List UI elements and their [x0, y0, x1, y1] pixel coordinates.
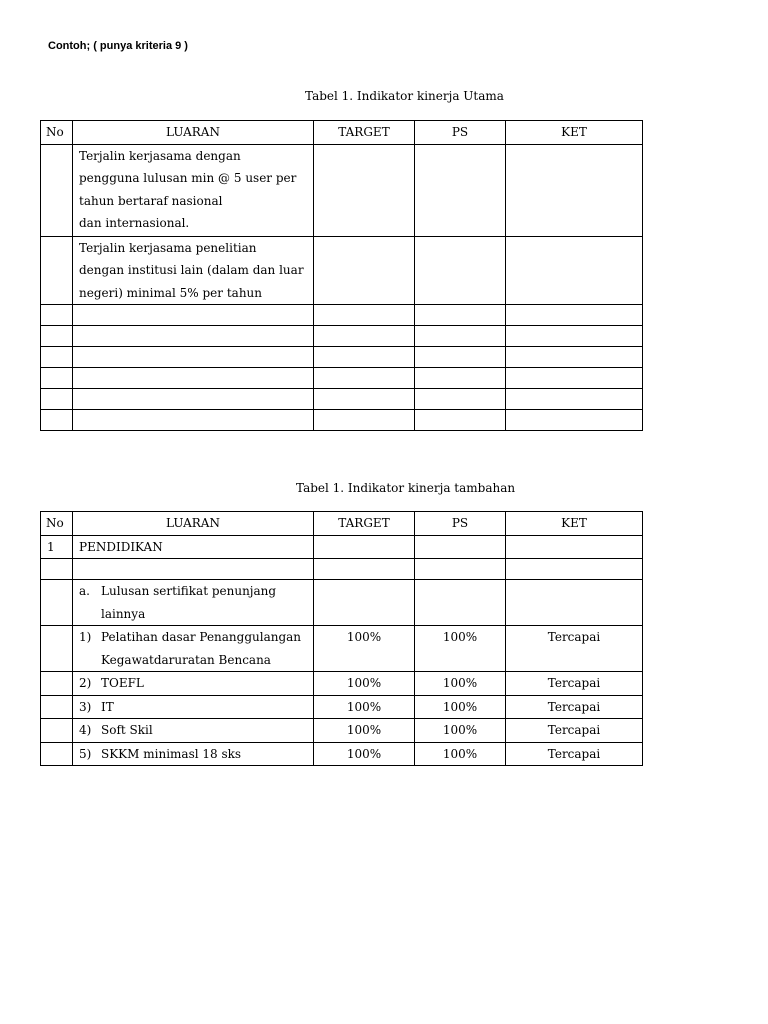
cell-target	[314, 580, 415, 626]
header-target: TARGET	[314, 512, 415, 536]
item-marker: 2)	[79, 676, 92, 690]
cell-target	[314, 144, 415, 236]
cell-ket: Tercapai	[506, 742, 643, 766]
cell-ket: Tercapai	[506, 719, 643, 743]
header-no: No	[41, 121, 73, 145]
empty-row	[41, 305, 643, 326]
item-line	[79, 672, 307, 695]
cell-luaran	[73, 144, 314, 236]
cell-no	[41, 672, 73, 696]
cell-ps	[415, 144, 506, 236]
table2-caption: Tabel 1. Indikator kinerja tambahan	[296, 481, 516, 495]
table-row	[41, 580, 643, 626]
empty-row	[41, 326, 643, 347]
cell-ps	[415, 535, 506, 559]
item-text: Lulusan sertifikat penunjang	[101, 584, 277, 598]
cell-luaran	[73, 410, 314, 431]
item-line	[79, 743, 307, 766]
cell-ket	[506, 410, 643, 431]
table-row	[41, 626, 643, 672]
cell-no	[41, 410, 73, 431]
cell-no	[41, 580, 73, 626]
cell-no	[41, 559, 73, 580]
item-marker	[79, 649, 101, 672]
cell-no	[41, 144, 73, 236]
cell-ket	[506, 559, 643, 580]
header-ket: KET	[506, 512, 643, 536]
cell-target	[314, 326, 415, 347]
cell-ket	[506, 326, 643, 347]
item-text: lainnya	[101, 606, 146, 621]
section-title: PENDIDIKAN	[73, 535, 314, 559]
item-text: Kegawatdaruratan Bencana	[101, 652, 271, 667]
table-row	[41, 535, 643, 559]
cell-target	[314, 347, 415, 368]
cell-target	[314, 559, 415, 580]
cell-ps	[415, 580, 506, 626]
cell-target: 100%	[314, 695, 415, 719]
cell-no	[41, 389, 73, 410]
cell-target	[314, 236, 415, 305]
cell-ket	[506, 236, 643, 305]
cell-ps: 100%	[415, 695, 506, 719]
cell-ket	[506, 389, 643, 410]
cell-luaran	[73, 347, 314, 368]
item-line	[79, 626, 307, 649]
cell-target	[314, 535, 415, 559]
cell-ket: Tercapai	[506, 695, 643, 719]
item-marker: 3)	[79, 699, 92, 714]
empty-row	[41, 389, 643, 410]
cell-ps	[415, 368, 506, 389]
cell-ps: 100%	[415, 742, 506, 766]
cell-ps	[415, 559, 506, 580]
cell-ket: Tercapai	[506, 672, 643, 696]
cell-ket	[506, 347, 643, 368]
cell-ps	[415, 305, 506, 326]
item-text: Pelatihan dasar Penanggulangan	[101, 630, 302, 644]
cell-no	[41, 236, 73, 305]
item-text: IT	[101, 699, 114, 714]
cell-luaran	[73, 389, 314, 410]
table-row	[41, 236, 643, 305]
cell-luaran	[73, 672, 314, 696]
cell-target: 100%	[314, 742, 415, 766]
item-line	[79, 696, 307, 719]
cell-no	[41, 326, 73, 347]
cell-target	[314, 305, 415, 326]
table-indikator-kinerja-utama	[40, 120, 643, 431]
cell-no	[41, 368, 73, 389]
cell-luaran	[73, 626, 314, 672]
table-row	[41, 719, 643, 743]
cell-ket	[506, 535, 643, 559]
subsection-cell	[73, 580, 314, 626]
table-row	[41, 672, 643, 696]
header-target: TARGET	[314, 121, 415, 145]
table-row	[41, 559, 643, 580]
cell-no: 1	[41, 535, 73, 559]
header-luaran: LUARAN	[73, 121, 314, 145]
header-no: No	[41, 512, 73, 536]
cell-luaran	[73, 368, 314, 389]
luaran-line: tahun bertaraf nasional	[79, 193, 223, 208]
item-line	[79, 649, 307, 672]
cell-luaran	[73, 326, 314, 347]
cell-no	[41, 305, 73, 326]
cell-ket	[506, 305, 643, 326]
cell-no	[41, 347, 73, 368]
cell-luaran	[73, 719, 314, 743]
table-row	[41, 144, 643, 236]
table-indikator-kinerja-tambahan	[40, 511, 643, 766]
item-marker: 1)	[79, 630, 92, 644]
cell-ps	[415, 236, 506, 305]
cell-no	[41, 695, 73, 719]
cell-luaran	[73, 236, 314, 305]
cell-ps	[415, 410, 506, 431]
cell-target	[314, 410, 415, 431]
header-ket: KET	[506, 121, 643, 145]
luaran-line: Terjalin kerjasama penelitian	[79, 240, 257, 255]
cell-ps	[415, 326, 506, 347]
item-marker: 5)	[79, 746, 92, 761]
cell-ket	[506, 580, 643, 626]
document-heading: Contoh; ( punya kriteria 9 )	[48, 40, 188, 52]
cell-ps	[415, 389, 506, 410]
item-marker	[79, 603, 101, 626]
cell-target: 100%	[314, 626, 415, 672]
cell-luaran	[73, 695, 314, 719]
cell-ket	[506, 368, 643, 389]
item-marker: 4)	[79, 723, 92, 737]
table-row	[41, 742, 643, 766]
table-row	[41, 695, 643, 719]
cell-target: 100%	[314, 672, 415, 696]
empty-row	[41, 410, 643, 431]
cell-ket: Tercapai	[506, 626, 643, 672]
cell-luaran	[73, 559, 314, 580]
item-text: Soft Skil	[101, 723, 153, 737]
item-marker: a.	[79, 584, 90, 598]
cell-no	[41, 719, 73, 743]
luaran-line: pengguna lulusan min @ 5 user per	[79, 171, 297, 185]
header-ps: PS	[415, 121, 506, 145]
header-luaran: LUARAN	[73, 512, 314, 536]
cell-target	[314, 389, 415, 410]
cell-ps	[415, 347, 506, 368]
cell-ket	[506, 144, 643, 236]
cell-ps: 100%	[415, 626, 506, 672]
luaran-line: Terjalin kerjasama dengan	[79, 148, 241, 163]
empty-row	[41, 347, 643, 368]
item-line	[79, 580, 307, 603]
item-line	[79, 719, 307, 742]
luaran-line: dan internasional.	[79, 216, 190, 230]
luaran-line: negeri) minimal 5% per tahun	[79, 285, 262, 300]
item-line	[79, 603, 307, 626]
cell-luaran	[73, 742, 314, 766]
item-text: TOEFL	[101, 676, 144, 690]
cell-no	[41, 742, 73, 766]
table1-caption: Tabel 1. Indikator kinerja Utama	[305, 89, 504, 103]
item-text: SKKM minimasl 18 sks	[101, 746, 242, 761]
cell-luaran	[73, 305, 314, 326]
cell-no	[41, 626, 73, 672]
cell-ps: 100%	[415, 719, 506, 743]
luaran-line: dengan institusi lain (dalam dan luar	[79, 263, 304, 277]
cell-ps: 100%	[415, 672, 506, 696]
empty-row	[41, 368, 643, 389]
header-ps: PS	[415, 512, 506, 536]
cell-target: 100%	[314, 719, 415, 743]
cell-target	[314, 368, 415, 389]
